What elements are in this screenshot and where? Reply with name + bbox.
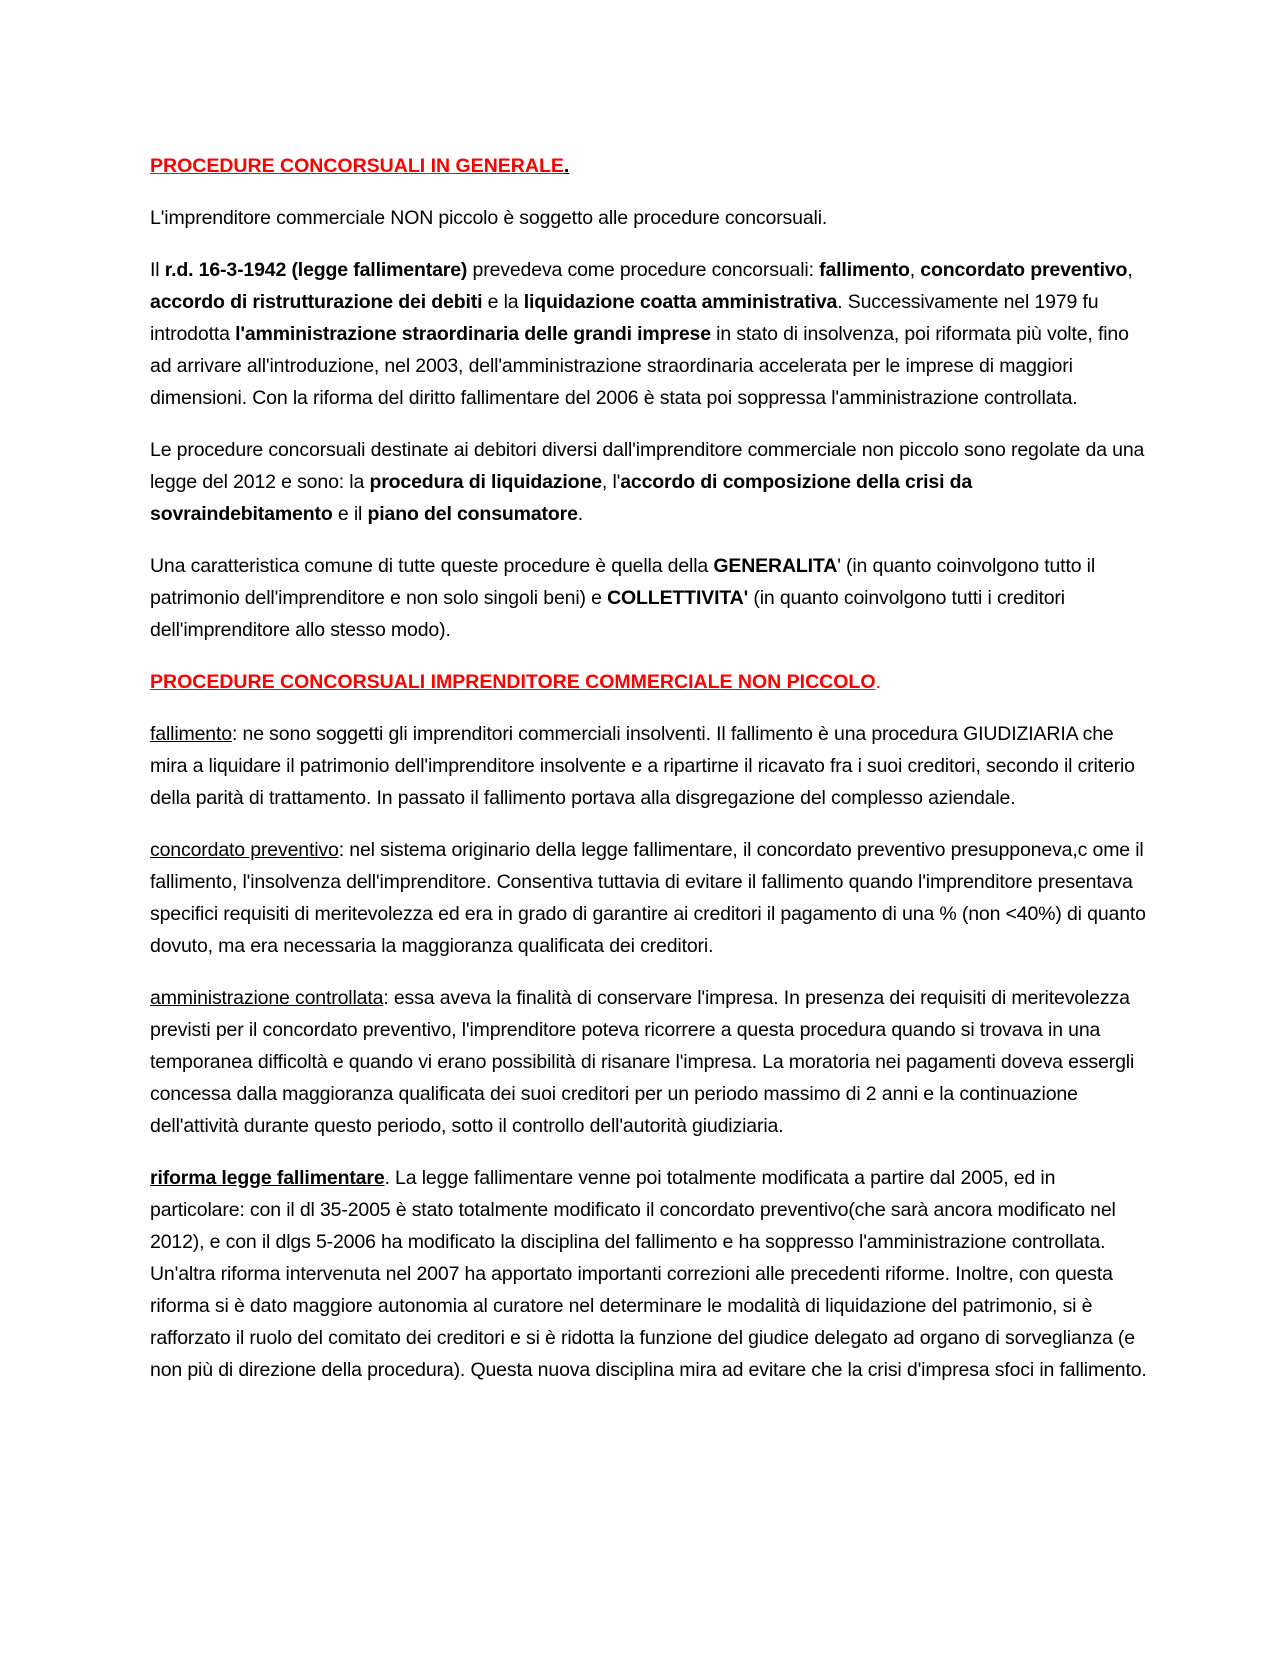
paragraph-riforma: riforma legge fallimentare. La legge fallimentare venne poi totalmente modificata a partire dal 2005, ed in particolare: con il dl 35-2005 è stato totalmente modificato il concordato preventivo(che sarà ancora modificato nel 2012), e con il dlgs 5-2006 ha modificato la disciplina del fallimento e ha soppresso l'amministrazione controllata. Un'altra riforma intervenuta nel 2007 ha apportato importanti correzioni alle precedenti riforme. Inoltre, con questa riforma si è dato maggiore autonomia al curatore nel determinare le modalità di liquidazione del patrimonio, si è rafforzato il ruolo del comitato dei creditori e si è ridotta la funzione del giudice delegato ad organo di sorveglianza (e non più di direzione della procedura). Questa nuova disciplina mira ad evitare che la crisi d'impresa sfoci in fallimento. <box>150 1167 1147 1381</box>
paragraph-caratteristiche: Una caratteristica comune di tutte queste procedure è quella della GENERALITA' (in quanto coinvolgono tutto il patrimonio dell'imprenditore e non solo singoli beni) e COLLETTIVITA' (in quanto coinvolgono tutti i creditori dell'imprenditore allo stesso modo). <box>150 555 1096 641</box>
section-heading-non-piccolo: PROCEDURE CONCORSUALI IMPRENDITORE COMMERCIALE NON PICCOLO. <box>150 671 881 693</box>
paragraph-intro: L'imprenditore commerciale NON piccolo è soggetto alle procedure concorsuali. <box>150 207 828 229</box>
paragraph-fallimento: fallimento: ne sono soggetti gli imprenditori commerciali insolventi. Il fallimento è una procedura GIUDIZIARIA che mira a liquidare il patrimonio dell'imprenditore insolvente e a ripartirne il ricavato fra i suoi creditori, secondo il criterio della parità di trattamento. In passato il fallimento portava alla disgregazione del complesso aziendale. <box>150 723 1135 809</box>
paragraph-debitori-diversi: Le procedure concorsuali destinate ai debitori diversi dall'imprenditore commerciale non piccolo sono regolate da una legge del 2012 e sono: la procedura di liquidazione, l'accordo di composizione della crisi da sovraindebitamento e il piano del consumatore. <box>150 439 1145 525</box>
paragraph-concordato-preventivo: concordato preventivo: nel sistema originario della legge fallimentare, il concordato preventivo presupponeva,c ome il fallimento, l'insolvenza dell'imprenditore. Consentiva tuttavia di evitare il fallimento quando l'imprenditore presentava specifici requisiti di meritevolezza ed era in grado di garantire ai creditori il pagamento di una % (non <40%) di quanto dovuto, ma era necessaria la maggioranza qualificata dei creditori. <box>150 839 1146 957</box>
paragraph-amministrazione-controllata: amministrazione controllata: essa aveva la finalità di conservare l'impresa. In presenza dei requisiti di meritevolezza previsti per il concordato preventivo, l'imprenditore poteva ricorrere a questa procedura quando si trovava in una temporanea difficoltà e quando vi erano possibilità di risanare l'impresa. La moratoria nei pagamenti doveva essergli concessa dalla maggioranza qualificata dei suoi creditori per un periodo massimo di 2 anni e la continuazione dell'attività durante questo periodo, sotto il controllo dell'autorità giudiziaria. <box>150 987 1135 1137</box>
paragraph-legge-fallimentare: Il r.d. 16-3-1942 (legge fallimentare) prevedeva come procedure concorsuali: fallimento, concordato preventivo, accordo di ristrutturazione dei debiti e la liquidazione coatta amministrativa. Successivamente nel 1979 fu introdotta l'amministrazione straordinaria delle grandi imprese in stato di insolvenza, poi riformata più volte, fino ad arrivare all'introduzione, nel 2003, dell'amministrazione straordinaria accelerata per le imprese di maggiori dimensioni. Con la riforma del diritto fallimentare del 2006 è stata poi soppressa l'amministrazione controllata. <box>150 259 1133 409</box>
section-heading-general: PROCEDURE CONCORSUALI IN GENERALE. <box>150 155 570 177</box>
